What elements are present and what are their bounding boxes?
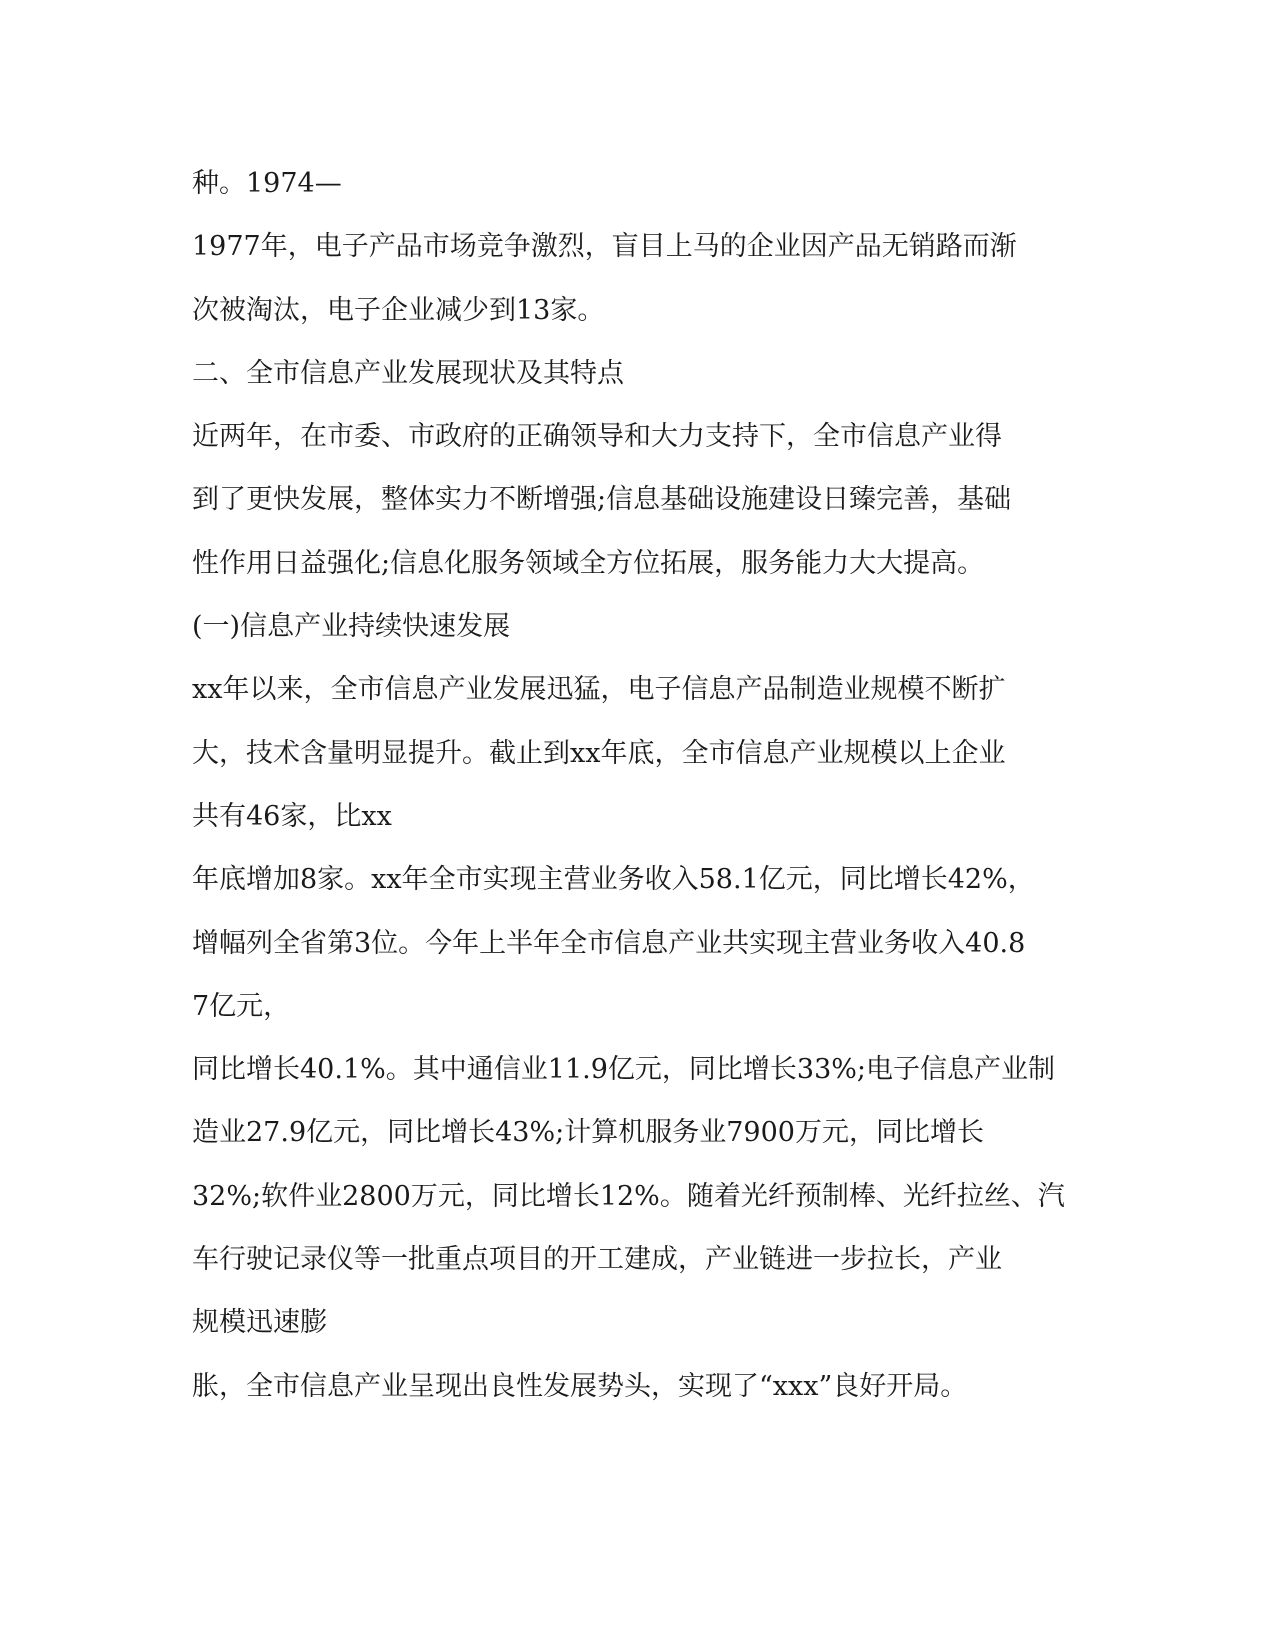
text-line: 胀，全市信息产业呈现出良性发展势头，实现了“xxx”良好开局。	[192, 1370, 968, 1402]
text-line: 次被淘汰，电子企业减少到13家。	[192, 294, 605, 326]
text-line: 种。1974—	[192, 168, 342, 199]
text-line: 同比增长40.1%。其中通信业11.9亿元，同比增长33%;电子信息产业制	[192, 1054, 1055, 1086]
text-line: 造业27.9亿元，同比增长43%;计算机服务业7900万元，同比增长	[192, 1117, 984, 1149]
body-text	[192, 152, 1092, 1418]
text-line: 性作用日益强化;信息化服务领域全方位拓展，服务能力大大提高。	[192, 547, 985, 579]
text-line: 规模迅速膨	[192, 1307, 327, 1339]
text-line: 年底增加8家。xx年全市实现主营业务收入58.1亿元，同比增长42%，	[192, 864, 1035, 896]
text-line: 大，技术含量明显提升。截止到xx年底，全市信息产业规模以上企业	[192, 737, 1006, 769]
text-line: 1977年，电子产品市场竞争激烈，盲目上马的企业因产品无销路而渐	[192, 231, 1017, 263]
section-heading: 二、全市信息产业发展现状及其特点	[192, 357, 624, 389]
text-line: 共有46家，比xx	[192, 800, 392, 832]
text-line: xx年以来，全市信息产业发展迅猛，电子信息产品制造业规模不断扩	[192, 674, 1006, 706]
text-line: 增幅列全省第3位。今年上半年全市信息产业共实现主营业务收入40.8	[192, 927, 1026, 959]
subsection-heading: (一)信息产业持续快速发展	[192, 611, 511, 643]
text-line: 到了更快发展，整体实力不断增强;信息基础设施建设日臻完善，基础	[192, 484, 1012, 516]
text-line: 7亿元，	[192, 990, 291, 1022]
text-line: 32%;软件业2800万元，同比增长12%。随着光纤预制棒、光纤拉丝、汽	[192, 1180, 1065, 1212]
text-line: 车行驶记录仪等一批重点项目的开工建成，产业链进一步拉长，产业	[192, 1244, 1002, 1276]
text-line: 近两年，在市委、市政府的正确领导和大力支持下，全市信息产业得	[192, 421, 1002, 453]
